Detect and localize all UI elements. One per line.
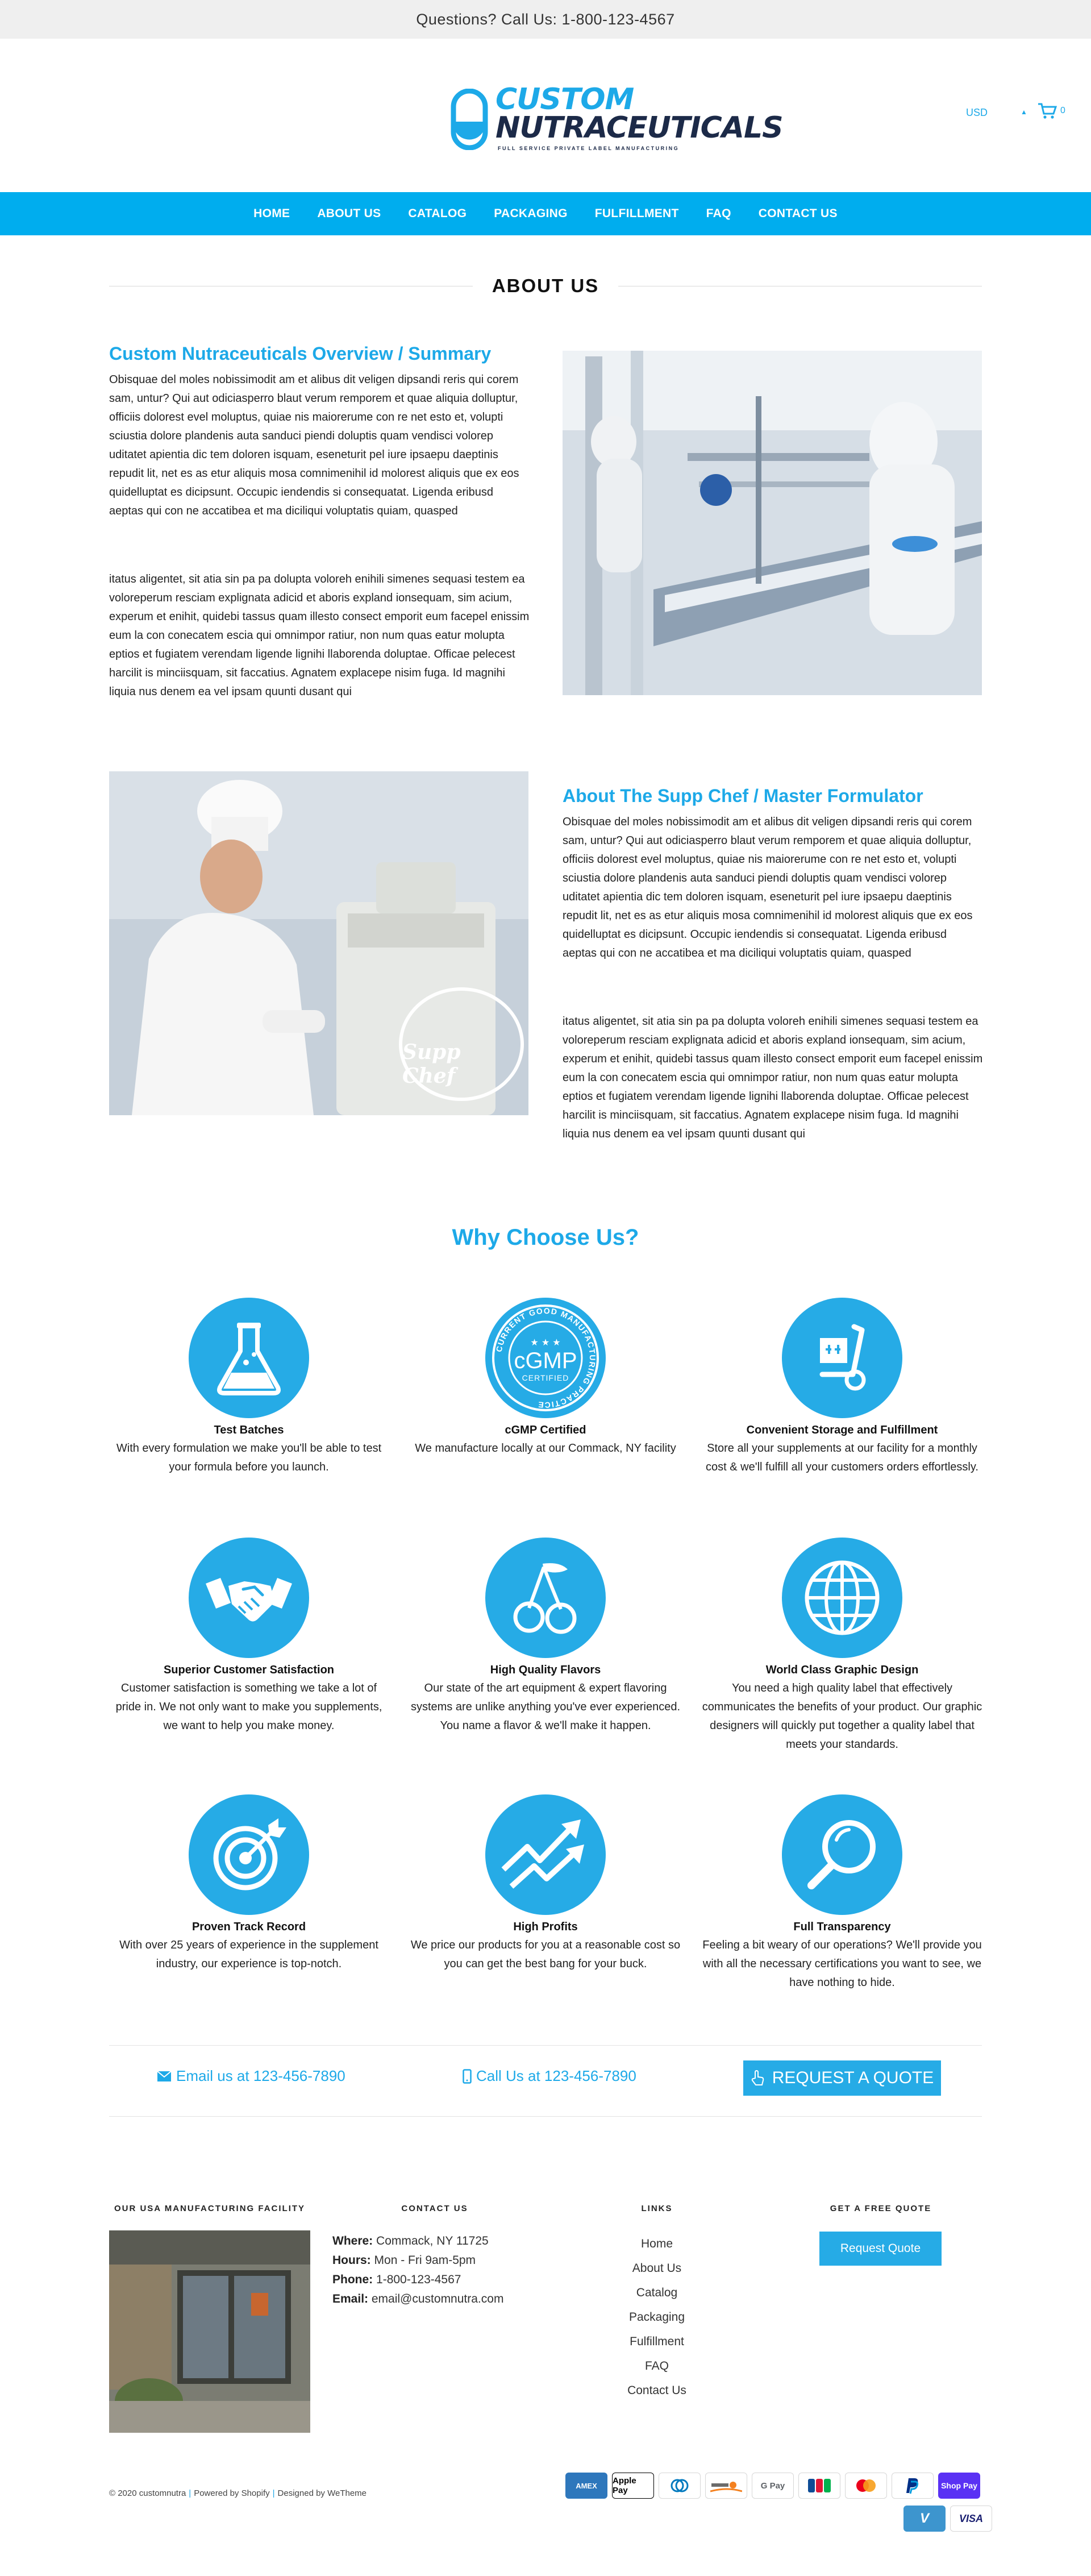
- globe-icon: [782, 1538, 902, 1658]
- nav-fulfillment[interactable]: FULFILLMENT: [594, 207, 679, 220]
- phone-link-label: Call Us at 123-456-7890: [476, 2067, 636, 2084]
- main-nav: [0, 192, 1091, 235]
- magnifier-icon: [782, 1794, 902, 1915]
- page-title: ABOUT US: [492, 275, 599, 296]
- nav-home[interactable]: HOME: [253, 207, 290, 220]
- feature-title: cGMP Certified: [505, 1424, 586, 1436]
- feature-customer-satisfaction: [108, 1538, 390, 1735]
- feature-graphic-design: [701, 1538, 983, 1754]
- why-choose-us-heading: Why Choose Us?: [452, 1225, 639, 1250]
- feature-description: With every formulation we make you'll be able to test your formula before you launch.: [116, 1442, 382, 1473]
- footer-links-heading: LINKS: [641, 2204, 673, 2213]
- footer-link-packaging[interactable]: Packaging: [628, 2311, 685, 2324]
- capsule-logo-icon: [449, 89, 493, 150]
- feature-description: Customer satisfaction is something we take a lot of pride in. We not only want to make you supplements, we want to help you make money.: [115, 1682, 382, 1732]
- about-title-row: [109, 275, 982, 297]
- nav-catalog[interactable]: CATALOG: [408, 207, 467, 220]
- feature-full-transparency: [701, 1794, 983, 1992]
- feature-title: Full Transparency: [793, 1921, 891, 1933]
- feature-title: Proven Track Record: [191, 1921, 306, 1933]
- cherries-icon: [485, 1538, 606, 1658]
- shop-pay-icon: Shop Pay: [938, 2473, 980, 2499]
- footer-link-faq[interactable]: FAQ: [644, 2359, 669, 2373]
- google-pay-icon: G Pay: [752, 2473, 794, 2499]
- feature-description: Feeling a bit weary of our operations? We'll provide you with all the necessary certifications you want to see, we have nothing to hide.: [702, 1939, 982, 1989]
- hand-pointer-icon: [751, 2070, 764, 2086]
- phone-link[interactable]: [463, 2067, 636, 2085]
- chevron-updown-icon: ▲: [1021, 108, 1027, 116]
- powered-by-link[interactable]: Powered by Shopify: [194, 2488, 270, 2498]
- feature-title: Convenient Storage and Fulfillment: [746, 1424, 938, 1436]
- handshake-icon: [189, 1538, 309, 1658]
- nav-contact-us[interactable]: CONTACT US: [758, 207, 838, 220]
- footer-contact-heading: CONTACT US: [401, 2204, 468, 2213]
- apple-pay-icon: Apple Pay: [612, 2473, 654, 2499]
- svg-text:CURRENT GOOD MANUFACTURING PRA: CURRENT GOOD MANUFACTURING PRACTICE: [494, 1306, 598, 1410]
- announcement-bar: [0, 0, 1091, 39]
- svg-text:CERTIFIED: CERTIFIED: [522, 1373, 569, 1382]
- feature-storage-fulfillment: [701, 1298, 983, 1477]
- logo-tagline: FULL SERVICE PRIVATE LABEL MANUFACTURING: [498, 146, 680, 151]
- overview-heading: Custom Nutraceuticals Overview / Summary: [109, 343, 492, 364]
- facility-photo: [109, 2230, 310, 2433]
- footer-link-contact-us[interactable]: Contact Us: [627, 2384, 686, 2397]
- envelope-icon: [157, 2071, 172, 2082]
- announcement-text: Questions? Call Us: 1-800-123-4567: [416, 10, 675, 28]
- nav-packaging[interactable]: PACKAGING: [494, 207, 568, 220]
- amex-icon: AMEX: [565, 2473, 607, 2499]
- cart-icon: [1038, 102, 1057, 119]
- email-link-label: Email us at 123-456-7890: [176, 2067, 345, 2084]
- nav-faq[interactable]: FAQ: [706, 207, 731, 220]
- site-logo[interactable]: [449, 82, 783, 152]
- target-icon: [189, 1794, 309, 1915]
- designed-by-link[interactable]: Designed by WeTheme: [277, 2488, 367, 2498]
- paypal-icon: [892, 2473, 934, 2499]
- chef-paragraph-2: itatus aligentet, sit atia sin pa pa dolupta voloreh enihili simenes sequasi testem ea voloreperum resciam explignata adicid et aboris expland ionsequam, sim acium, experum et enihit, quidebi tassus quam illesto consect emporit eum facepel enissim eum la con conecatem escia qui omnimpor ratiur, non num quas eatur molupta eptios et fugiatem verendam ligende lignihi llaborenda doluptae. Officae pelecest harcilit is minciisquam, sit faccatius. Agnatem explacepe nisim fuga. Id magnihi liquia nus denem ea vel ipsam quunti dusant qui: [563, 1015, 983, 1140]
- lab-production-photo: [563, 351, 982, 695]
- feature-title: World Class Graphic Design: [765, 1664, 919, 1676]
- copyright-line: © 2020 customnutra | Powered by Shopify | Designed by WeTheme: [109, 2488, 367, 2498]
- footer-contact-info: [332, 2232, 503, 2309]
- feature-high-quality-flavors: [405, 1538, 686, 1735]
- footer-link-catalog[interactable]: Catalog: [636, 2286, 678, 2299]
- request-quote-button[interactable]: [743, 2060, 941, 2096]
- email-line: Email: email@customnutra.com: [332, 2292, 504, 2305]
- overview-paragraph-1: Obisquae del moles nobissimodit am et alibus dit veligen dipsandi reris qui corem sam, untur? Qui aut odiciasperro blaut verum remporem et quae aliquia dolluptur, officiis dolorest evel moluptus, quiae nis maiorerume con re net esto et, volupti sciustia dolore plandenis auta sanduci piendi doluptis quam vendisci volorep uditatet apientia dic tem doloren isquam, eseneturit pel iure ipsaepu daeptinis repudit lit, net es as etur aliquis mosa comnimenihil id molorest aliquis que ex eos quidelluptat es dicipsunt. Occupic iendendis si consequatat. Ligenda eribusd aeptas qui con ne accatibea et ma diciliqui voluptatis quiam, quasped: [109, 373, 519, 517]
- flask-icon: [189, 1298, 309, 1418]
- logo-wordmark: CUSTOM NUTRACEUTICALS: [495, 82, 783, 145]
- feature-cgmp-certified: [405, 1298, 686, 1458]
- footer-email-link[interactable]: email@customnutra.com: [371, 2292, 504, 2305]
- request-quote-label: REQUEST A QUOTE: [772, 2068, 934, 2087]
- footer-links: [600, 2232, 714, 2403]
- hours-line: Hours: Mon - Fri 9am-5pm: [332, 2254, 476, 2267]
- feature-title: High Quality Flavors: [490, 1664, 601, 1676]
- footer-quote-heading: GET A FREE QUOTE: [830, 2204, 932, 2213]
- overview-paragraph-2: itatus aligentet, sit atia sin pa pa dolupta voloreh enihili simenes sequasi testem ea voloreperum resciam explignata adicid et aboris expland ionsequam, sim acium, experum et enihit, quidebi tassus quam illesto consect emporit eum facepel enissim eum la con conecatem escia qui omnimpor ratiur, non num quas eatur molupta eptios et fugiatem verendam ligende lignihi llaborenda doluptae. Officae pelecest harcilit is minciisquam, sit faccatius. Agnatem explacepe nisim fuga. Id magnihi liquia nus denem ea vel ipsam quunti dusant qui: [109, 573, 530, 698]
- diners-club-icon: [659, 2473, 701, 2499]
- footer-link-home[interactable]: Home: [640, 2237, 673, 2250]
- footer-request-quote-button[interactable]: Request Quote: [819, 2232, 942, 2266]
- feature-proven-track-record: [108, 1794, 390, 1973]
- hand-truck-icon: [782, 1298, 902, 1418]
- mastercard-icon: [845, 2473, 887, 2499]
- feature-description: Store all your supplements at our facility for a monthly cost & we'll fulfill all your customers orders effortlessly.: [706, 1442, 978, 1473]
- feature-high-profits: [405, 1794, 686, 1973]
- cgmp-seal-icon: [485, 1298, 606, 1418]
- phone-line: Phone: 1-800-123-4567: [332, 2273, 461, 2286]
- footer-link-fulfillment[interactable]: Fulfillment: [630, 2335, 684, 2348]
- divider: [109, 2116, 982, 2117]
- visa-icon: VISA: [950, 2506, 992, 2532]
- venmo-icon: V: [903, 2506, 946, 2532]
- cart-count: 0: [1060, 106, 1065, 115]
- address-line: Where: Commack, NY 11725: [332, 2234, 489, 2247]
- feature-title: Test Batches: [214, 1424, 284, 1436]
- divider: [109, 2045, 982, 2046]
- svg-text:★ ★ ★: ★ ★ ★: [530, 1337, 561, 1348]
- jcb-icon: [798, 2473, 840, 2499]
- currency-value: USD: [966, 107, 988, 118]
- supp-chef-badge: Supp Chef: [399, 987, 524, 1101]
- cart-link[interactable]: [1038, 102, 1065, 119]
- nav-about-us[interactable]: ABOUT US: [317, 207, 381, 220]
- mobile-phone-icon: [463, 2069, 472, 2084]
- feature-description: We price our products for you at a reasonable cost so you can get the best bang for your buck.: [410, 1939, 681, 1970]
- footer-link-about-us[interactable]: About Us: [632, 2262, 682, 2275]
- chef-heading: About The Supp Chef / Master Formulator: [563, 786, 923, 806]
- chef-paragraph-1: Obisquae del moles nobissimodit am et alibus dit veligen dipsandi reris qui corem sam, untur? Qui aut odiciasperro blaut verum remporem et quae aliquia dolluptur, officiis dolorest evel moluptus, quiae nis maiorerume con re net esto et, volupti sciustia dolore plandenis auta sanduci piendi doluptis quam vendisci volorep uditatet apientia dic tem doloren isquam, eseneturit pel iure ipsaepu daeptinis repudit lit, net es as etur aliquis mosa comnimenihil id molorest aliquis que ex eos quidelluptat es dicipsunt. Occupic iendendis si consequatat. Ligenda eribusd aeptas qui con ne accatibea et ma diciliqui voluptatis quiam, quasped: [563, 816, 973, 959]
- discover-icon: [705, 2473, 747, 2499]
- footer-facility-heading: OUR USA MANUFACTURING FACILITY: [114, 2204, 306, 2213]
- feature-description: You need a high quality label that effectively communicates the benefits of your product. Our graphic designers will quickly put together a quality label that meets your standards.: [702, 1682, 982, 1751]
- svg-text:cGMP: cGMP: [514, 1348, 577, 1373]
- feature-description: With over 25 years of experience in the supplement industry, our experience is top-notch.: [119, 1939, 378, 1970]
- email-link[interactable]: [157, 2067, 345, 2085]
- feature-title: High Profits: [513, 1921, 578, 1933]
- feature-title: Superior Customer Satisfaction: [163, 1664, 335, 1676]
- currency-selector[interactable]: [966, 107, 1027, 119]
- supp-chef-photo: [109, 771, 528, 1115]
- feature-description: We manufacture locally at our Commack, NY facility: [415, 1442, 676, 1455]
- rising-arrows-icon: [485, 1794, 606, 1915]
- site-header: [0, 39, 1091, 192]
- feature-description: Our state of the art equipment & expert flavoring systems are unlike anything you've ever experienced. You name a flavor & we'll make it happen.: [410, 1682, 681, 1732]
- feature-test-batches: [108, 1298, 390, 1477]
